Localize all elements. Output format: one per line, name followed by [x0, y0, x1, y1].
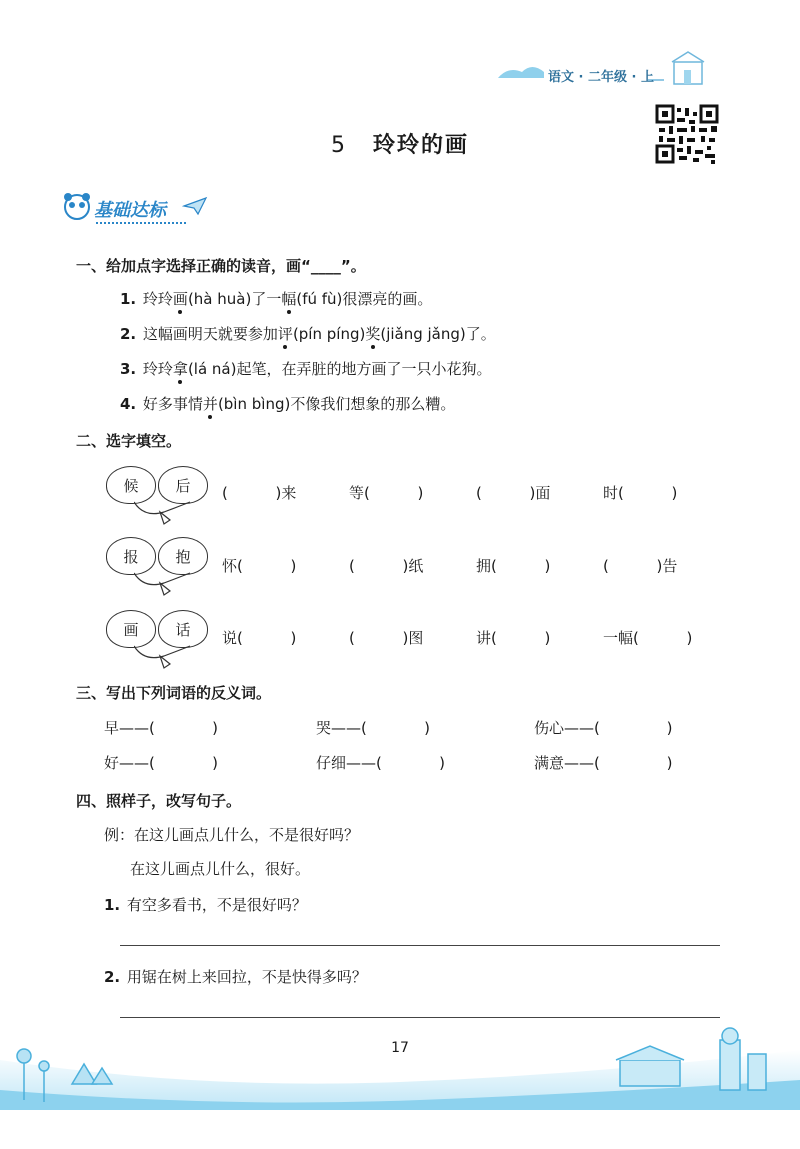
s1-item-2	[120, 323, 496, 344]
s4-question-1-num: 1.	[104, 896, 121, 914]
s2-row2-blank-3[interactable]: 拥( )	[476, 557, 551, 575]
badge-underline	[96, 222, 186, 224]
basic-goal-badge: 基础达标	[94, 200, 166, 221]
s4-question-2-num: 2.	[104, 968, 121, 986]
example-sentence-2: 在这儿画点儿什么，很好。	[130, 860, 311, 878]
s1-item-1-num: 1.	[120, 290, 137, 308]
lesson-number: 5	[330, 133, 347, 158]
section3-heading: 三、写出下列词语的反义词。	[76, 684, 272, 702]
flower-stem-icon	[134, 644, 194, 670]
s1-item-2-num: 2.	[120, 325, 137, 343]
lesson-title	[0, 128, 800, 159]
s1-item-3	[120, 358, 491, 379]
footer-decoration	[0, 1020, 800, 1110]
s2-row3-blank-2[interactable]: ( )图	[349, 629, 424, 647]
s3-row1-blank-3[interactable]: 伤心——( )	[534, 719, 673, 737]
flower-stem-icon	[134, 500, 194, 526]
s1-item-2-dot2: 奖	[365, 325, 381, 343]
s4-question-1	[104, 894, 307, 915]
s4-question-2	[104, 966, 367, 987]
word-pair-2	[104, 537, 208, 597]
s3-row1-blank-2[interactable]: 哭——( )	[316, 719, 430, 737]
s3-row2-blank-1[interactable]: 好——( )	[104, 754, 218, 772]
s1-item-3-num: 3.	[120, 360, 137, 378]
example-line-1	[104, 824, 359, 845]
s1-item-4-mid: (bìn bìng)不像我们想象的那么糟。	[217, 395, 456, 413]
word-pair-3	[104, 610, 208, 670]
section1-heading: 一、给加点字选择正确的读音，画“____”。	[76, 257, 366, 275]
section4-heading: 四、照样子，改写句子。	[76, 792, 242, 810]
s1-item-1-dot2: 幅	[281, 290, 297, 308]
flower-stem-icon	[134, 571, 194, 597]
s3-row2-blank-3[interactable]: 满意——( )	[534, 754, 673, 772]
s1-item-2-dot1: 评	[277, 325, 293, 343]
s1-item-3-mid: (lá ná)起笔，在弄脏的地方画了一只小花狗。	[187, 360, 492, 378]
word-pair-2-char-b: 抱	[158, 537, 208, 575]
word-pair-1-char-a: 候	[106, 466, 156, 504]
s4-question-2-text: 用锯在树上来回拉，不是快得多吗？	[122, 968, 367, 986]
s1-item-1-dot1: 画	[172, 290, 188, 308]
s2-row1-blank-4[interactable]: 时( )	[603, 484, 678, 502]
s1-item-2-pre: 这幅画明天就要参加	[138, 325, 278, 343]
s2-row3-blank-1[interactable]: 说( )	[222, 629, 297, 647]
page-number: 17	[391, 1040, 409, 1056]
s2-row2-blank-4[interactable]: ( )告	[603, 557, 678, 575]
s1-item-4	[120, 393, 455, 414]
s1-item-3-dot1: 拿	[172, 360, 188, 378]
word-pair-1	[104, 466, 208, 526]
lesson-name: 玲玲的画	[372, 133, 469, 158]
s4-question-1-text: 有空多看书，不是很好吗？	[122, 896, 307, 914]
s4-answer-line-1[interactable]	[120, 945, 720, 946]
s3-row2-blank-2[interactable]: 仔细——( )	[316, 754, 445, 772]
s1-item-1	[120, 288, 432, 309]
s1-item-1-pre: 玲玲	[138, 290, 173, 308]
s2-row3-blank-4[interactable]: 一幅( )	[603, 629, 693, 647]
s2-row1-blank-3[interactable]: ( )面	[476, 484, 551, 502]
word-pair-3-char-b: 话	[158, 610, 208, 648]
section2-heading: 二、选字填空。	[76, 432, 182, 450]
header-subject: 语文 · 二年级 · 上	[548, 70, 654, 85]
s1-item-2-mid: (pín píng)	[292, 325, 366, 343]
s1-item-3-pre: 玲玲	[138, 360, 173, 378]
s1-item-4-dot1: 并	[202, 395, 218, 413]
s1-item-1-post: (fú fù)很漂亮的画。	[296, 290, 433, 308]
s2-row2-blank-2[interactable]: ( )纸	[349, 557, 424, 575]
s3-row1-blank-1[interactable]: 早——( )	[104, 719, 218, 737]
paper-plane-icon	[182, 196, 208, 216]
word-pair-3-char-a: 画	[106, 610, 156, 648]
s4-answer-line-2[interactable]	[120, 1017, 720, 1018]
s2-row2-blank-1[interactable]: 怀( )	[222, 557, 297, 575]
word-pair-1-char-b: 后	[158, 466, 208, 504]
s1-item-4-num: 4.	[120, 395, 137, 413]
s1-item-1-mid: (hà huà)了一	[187, 290, 282, 308]
s2-row1-blank-2[interactable]: 等( )	[349, 484, 424, 502]
example-sentence-1: 在这儿画点儿什么，不是很好吗？	[134, 826, 360, 844]
word-pair-2-char-a: 报	[106, 537, 156, 575]
s2-row1-blank-1[interactable]: ( )来	[222, 484, 297, 502]
panda-icon	[62, 192, 92, 222]
s2-row3-blank-3[interactable]: 讲( )	[476, 629, 551, 647]
s1-item-4-pre: 好多事情	[138, 395, 203, 413]
example-label: 例：	[104, 826, 135, 844]
s1-item-2-post: (jiǎng jǎng)了。	[380, 325, 496, 343]
